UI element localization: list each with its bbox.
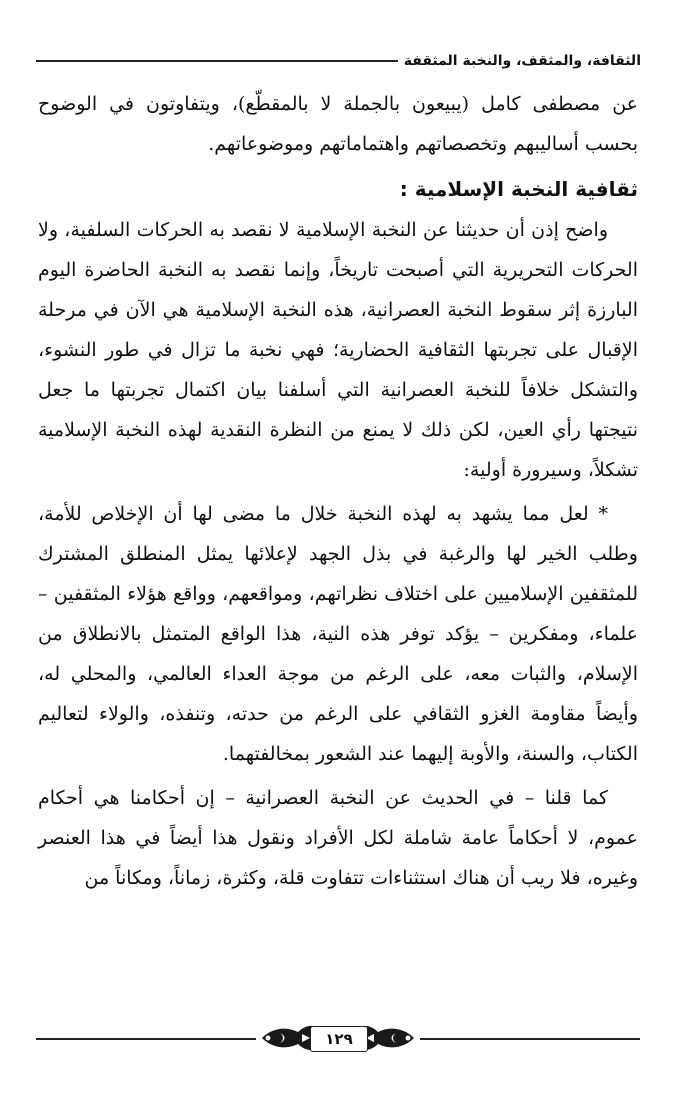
page-body [38, 84, 638, 898]
paragraph-continuation: عن مصطفى كامل (يبيعون بالجملة لا بالمقطّع)، ويتفاوتون في الوضوح بحسب أساليبهم وتخصصاتهم واهتماماتهم وموضوعاتهم. [38, 93, 638, 155]
running-header [36, 50, 641, 72]
paragraph-general-judgments: كما قلنا – في الحديث عن النخبة العصرانية – إن أحكامنا هي أحكام عموم، لا أحكاماً عامة شاملة لكل الأفراد ونقول هذا أيضاً في هذا العنصر وغيره، فلا ريب أن هناك استثناءات تتفاوت قلة، وكثرة، زماناً، ومكاناً من [38, 787, 638, 889]
running-header-title: الثقافة، والمثقف، والنخبة المثقفة [403, 53, 641, 69]
paragraph-elite-definition: واضح إذن أن حديثنا عن النخبة الإسلامية لا نقصد به الحركات السلفية، ولا الحركات التحريرية التي أصبحت تاريخاً، وإنما نقصد به النخبة الحاضرة اليوم البارزة إثر سقوط النخبة العصرانية، هذه النخبة الإسلامية هي الآن في مرحلة الإقبال على تجربتها الثقافية الحضارية؛ فهي نخبة ما تزال في طور النشوء، والتشكل خلافاً للنخبة العصرانية التي أسلفنا بيان اكتمال تجربتها ما جعل نتيجتها رأي العين، لكن ذلك لا يمنع من النظرة النقدية لهذه النخبة الإسلامية تشكلاً، وسيرورة أولية: [38, 219, 638, 481]
footer-rule-right [420, 1038, 640, 1040]
header-rule [36, 60, 398, 62]
page-footer [36, 1018, 640, 1058]
page-number: ١٢٩ [310, 1026, 368, 1052]
footer-rule-left [36, 1038, 256, 1040]
section-heading: ثقافية النخبة الإسلامية : [399, 177, 638, 201]
paragraph-bullet-sincerity: * لعل مما يشهد به لهذه النخبة خلال ما مضى لها أن الإخلاص للأمة، وطلب الخير لها والرغبة في بذل الجهد لإعلائها يمثل المنطلق المشترك للمثقفين الإسلاميين على اختلاف نظراتهم، ومواقعهم، وواقع هؤلاء المثقفين – علماء، ومفكرين – يؤكد توفر هذه النية، هذا الواقع المتمثل بالانطلاق من الإسلام، والثبات معه، على الرغم من موجة العداء العالمي، والمحلي له، وأيضاً مقاومة الغزو الثقافي على الرغم من حدته، وتنفذه، والولاء لتعاليم الكتاب، والسنة، والأوبة إليهما عند الشعور بمخالفتهما. [38, 503, 638, 765]
